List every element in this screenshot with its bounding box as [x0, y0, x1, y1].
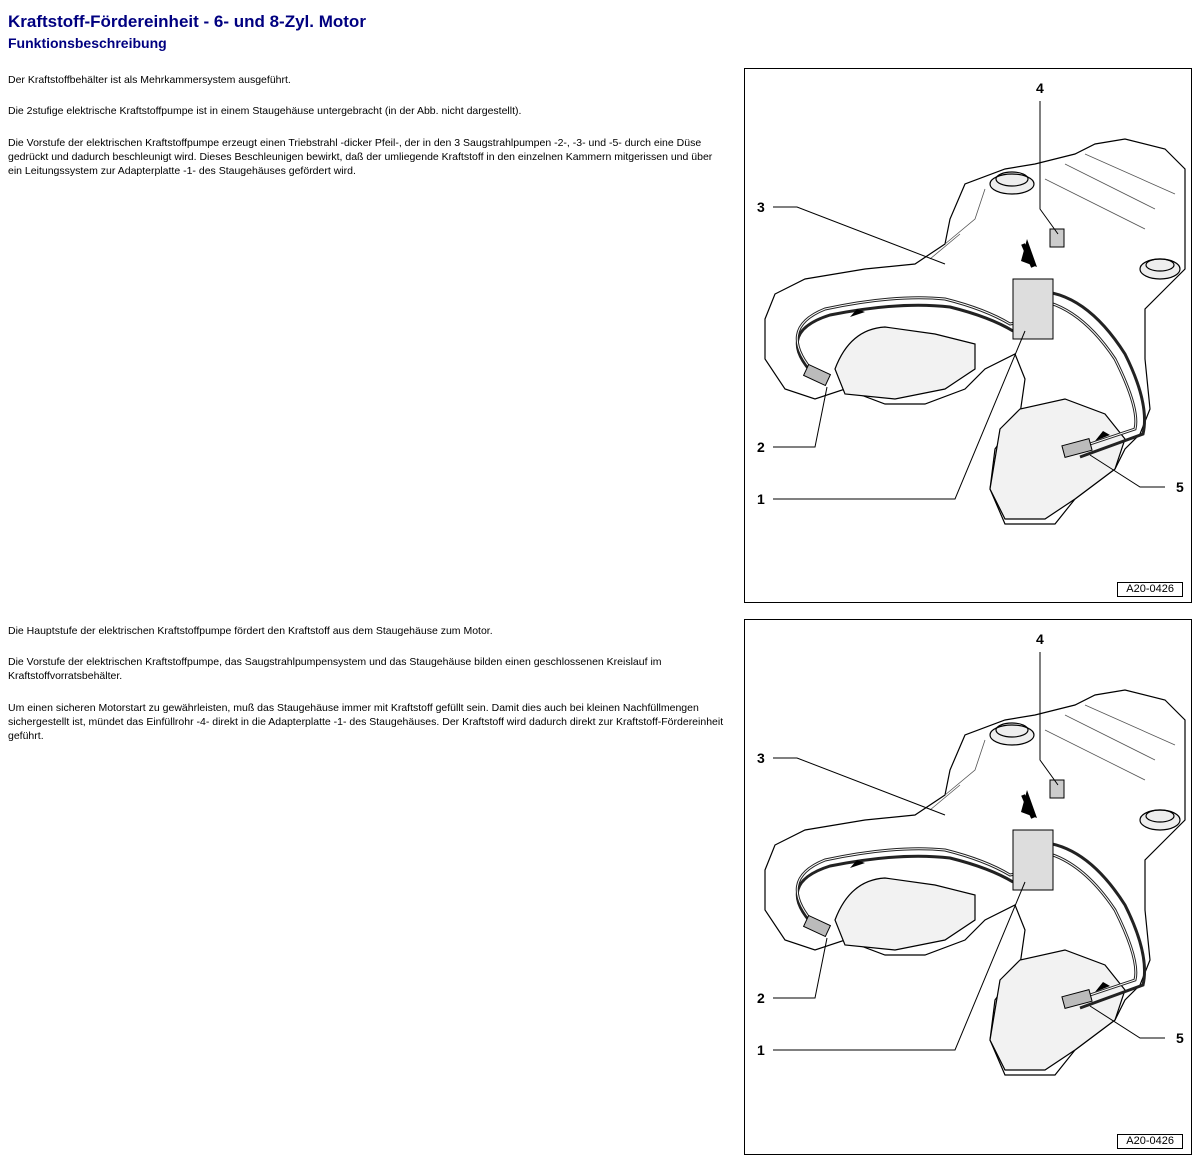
paragraph: Der Kraftstoffbehälter ist als Mehrkammersystem ausgeführt. [8, 74, 291, 86]
callout-2: 2 [757, 990, 765, 1006]
page-subtitle: Funktionsbeschreibung [8, 35, 167, 51]
page-title: Kraftstoff-Fördereinheit - 6- und 8-Zyl. Motor [8, 12, 366, 31]
callout-5: 5 [1176, 1030, 1184, 1046]
callout-1: 1 [757, 491, 765, 507]
paragraph: Die Vorstufe der elektrischen Kraftstoffpumpe, das Saugstrahlpumpensystem und das Staugehäuse bilden einen geschlossenen Kreislauf im Kraftstoffvorratsbehälter. [8, 656, 662, 682]
fuel-tank-diagram-icon [745, 620, 1193, 1156]
paragraph: Um einen sicheren Motorstart zu gewährleisten, muß das Staugehäuse immer mit Kraftstoff gefüllt sein. Damit dies auch bei kleinen Nachfüllmengen sichergestellt ist, mündet das Einfüllrohr -4- direkt in die Adapterplatte -1- des Staugehäuses. Der Kraftstoff wird dadurch direkt zur Kraftstoff-Fördereinheit geführt. [8, 702, 724, 742]
fuel-tank-diagram-icon [745, 69, 1193, 604]
figure-id: A20-0426 [1117, 582, 1183, 597]
paragraph: Die Hauptstufe der elektrischen Kraftstoffpumpe fördert den Kraftstoff aus dem Staugehäuse zum Motor. [8, 625, 493, 637]
callout-5: 5 [1176, 479, 1184, 495]
callout-2: 2 [757, 439, 765, 455]
figure-fuel-tank-2 [744, 619, 1192, 1155]
figure-id: A20-0426 [1117, 1134, 1183, 1149]
callout-4: 4 [1036, 80, 1044, 96]
paragraph: Die 2stufige elektrische Kraftstoffpumpe ist in einem Staugehäuse untergebracht (in der Abb. nicht dargestellt). [8, 105, 522, 117]
callout-3: 3 [757, 199, 765, 215]
callout-4: 4 [1036, 631, 1044, 647]
paragraph: Die Vorstufe der elektrischen Kraftstoffpumpe erzeugt einen Triebstrahl -dicker Pfeil-, der in den 3 Saugstrahlpumpen -2-, -3- und -5- durch eine Düse gedrückt und dadurch beschleunigt wird. Dieses Beschleunigen bewirkt, daß der umliegende Kraftstoff in den einzelnen Kammern mitgerissen und über ein Leitungssystem zur Adapterplatte -1- des Staugehäuses gefördert wird. [8, 137, 713, 177]
figure-fuel-tank-1 [744, 68, 1192, 603]
callout-1: 1 [757, 1042, 765, 1058]
callout-3: 3 [757, 750, 765, 766]
